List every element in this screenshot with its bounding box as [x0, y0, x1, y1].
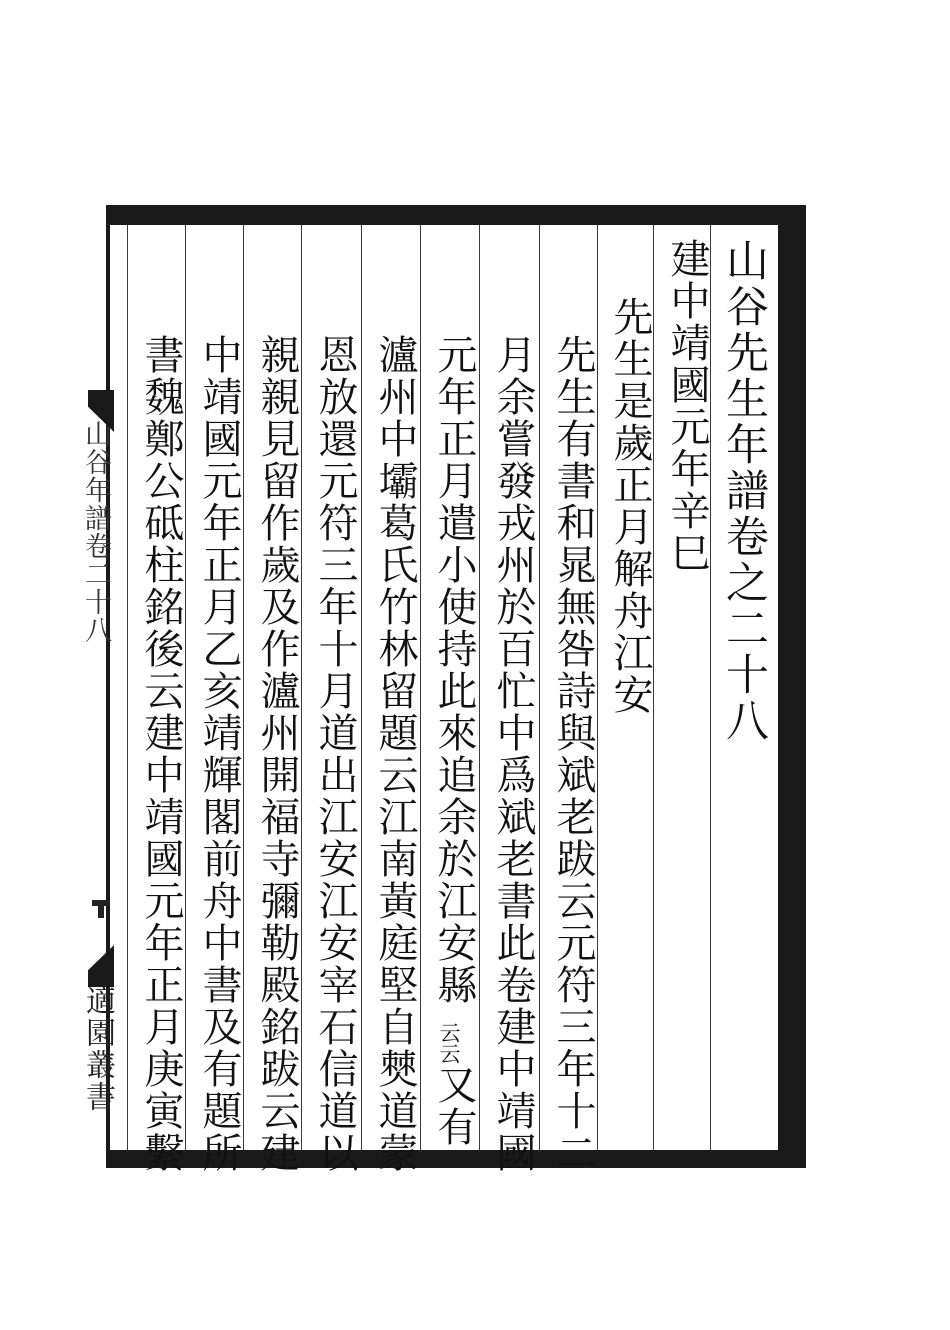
body-column: 瀘州中壩葛氏竹林留題云江南黃庭堅自僰道蒙: [372, 334, 418, 1174]
body-column: 親親見留作歲及作瀘州開福寺彌勒殿銘跋云建: [254, 334, 300, 1174]
volume-title: 山谷先生年譜卷之二十八: [719, 238, 769, 744]
small-note: 云云: [437, 1022, 461, 1064]
body-column: 先生有書和晁無咎詩與斌老跋云元符三年十二: [550, 334, 596, 1174]
frame-right-border: [778, 205, 806, 1168]
body-column: 書魏鄭公砥柱銘後云建中靖國元年正月庚寅繫: [138, 334, 184, 1174]
body-column-tail: 又有: [431, 1064, 477, 1148]
frame-top-border: [106, 205, 806, 225]
fold-margin-mark: [98, 904, 104, 918]
body-column: 恩放還元符三年十月道出江安江安宰石信道以: [312, 334, 358, 1174]
fold-margin-series: 適園叢書: [80, 985, 115, 1113]
body-column: 中靖國元年正月乙亥靖輝閣前舟中書及有題所: [196, 334, 242, 1174]
body-column: 元年正月遣小使持此來追余於江安縣: [431, 334, 477, 1006]
fishtail-bottom-mark: [88, 945, 114, 987]
column-divider: [127, 225, 128, 1150]
body-column: 月余嘗發戎州於百忙中爲斌老書此卷建中靖國: [490, 334, 536, 1174]
year-heading: 建中靖國元年辛巳: [664, 238, 710, 574]
fold-margin-title: 山谷年譜卷二十八: [80, 420, 111, 644]
event-line: 先生是歲正月解舟江安: [607, 296, 653, 716]
